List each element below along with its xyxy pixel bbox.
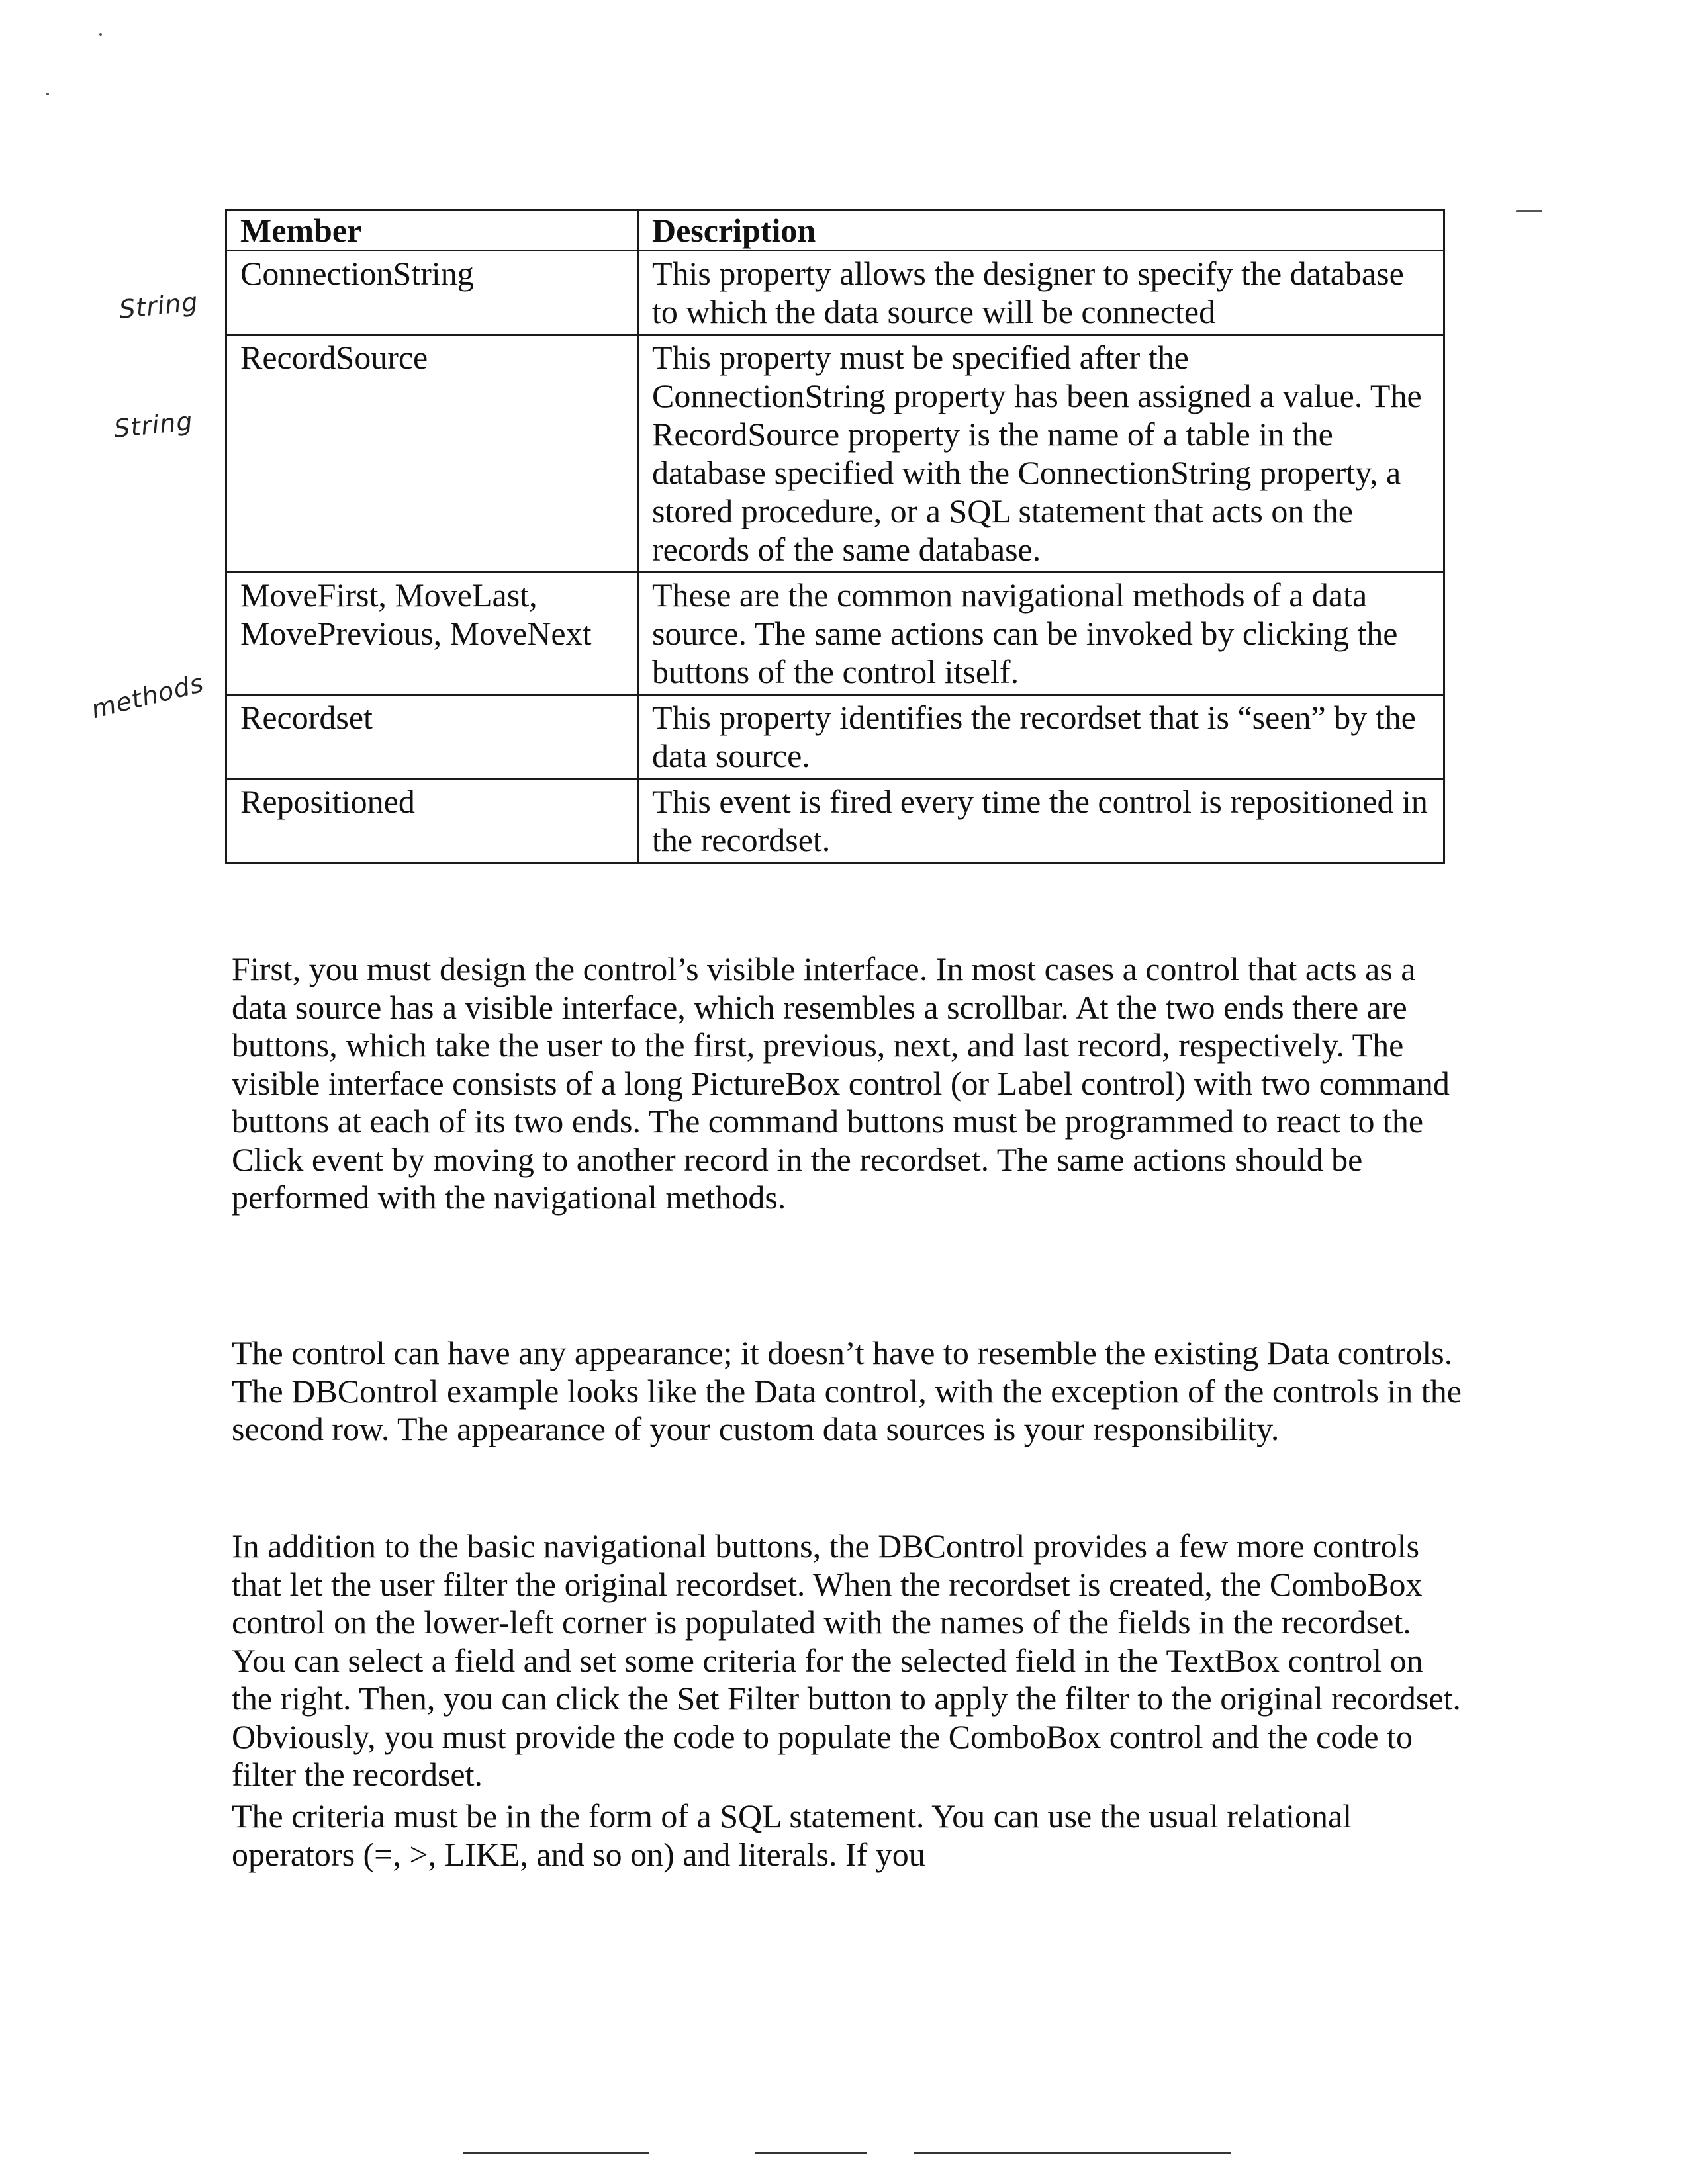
table-row bbox=[226, 572, 1444, 695]
column-header-description: Description bbox=[638, 210, 1444, 251]
table-row bbox=[226, 779, 1444, 863]
handwritten-note-string-2: String bbox=[113, 406, 195, 444]
scan-speck bbox=[46, 93, 49, 95]
table-row bbox=[226, 251, 1444, 335]
footer-rule bbox=[463, 2152, 649, 2154]
footer-rule bbox=[755, 2152, 867, 2154]
table-header-row bbox=[226, 210, 1444, 251]
body-paragraph: In addition to the basic navigational buttons, the DBControl provides a few more controls that let the user filter the original recordset. When the recordset is created, the ComboBox control on the lower-left corner is populated with the names of the fields in the recordset. You can select a field and set some criteria for the selected field in the TextBox control on the right. Then, you can click the Set Filter button to apply the filter to the original recordset. Obviously, you must provide the code to populate the ComboBox control and the code to filter the recordset. bbox=[232, 1527, 1461, 1793]
description-cell: This event is fired every time the control is repositioned in the recordset. bbox=[638, 779, 1444, 863]
scan-speck bbox=[99, 33, 102, 36]
member-cell: RecordSource bbox=[226, 335, 638, 572]
table-row bbox=[226, 695, 1444, 779]
member-cell: ConnectionString bbox=[226, 251, 638, 335]
description-cell: These are the common navigational methods of a data source. The same actions can be invoked by clicking the buttons of the control itself. bbox=[638, 572, 1444, 695]
members-table bbox=[225, 209, 1445, 864]
description-cell: This property allows the designer to specify the database to which the data source will be connected bbox=[638, 251, 1444, 335]
member-cell: Repositioned bbox=[226, 779, 638, 863]
footer-rule bbox=[914, 2152, 1231, 2154]
body-paragraph: The criteria must be in the form of a SQL statement. You can use the usual relational operators (=, >, LIKE, and so on) and literals. If you bbox=[232, 1797, 1352, 1873]
body-paragraph: The control can have any appearance; it doesn’t have to resemble the existing Data controls. The DBControl example looks like the Data control, with the exception of the controls in the second row. The appearance of your custom data sources is your responsibility. bbox=[232, 1334, 1462, 1447]
table-row bbox=[226, 335, 1444, 572]
column-header-member: Member bbox=[226, 210, 638, 251]
handwritten-note-methods: methods bbox=[88, 668, 207, 725]
member-cell: Recordset bbox=[226, 695, 638, 779]
description-cell: This property must be specified after the ConnectionString property has been assigned a value. The RecordSource property is the name of a table in the database specified with the ConnectionString property, a stored procedure, or a SQL statement that acts on the records of the same database. bbox=[638, 335, 1444, 572]
member-cell: MoveFirst, MoveLast, MovePrevious, MoveNext bbox=[226, 572, 638, 695]
body-paragraph: First, you must design the control’s visible interface. In most cases a control that acts as a data source has a visible interface, which resembles a scrollbar. At the two ends there are buttons, which take the user to the first, previous, next, and last record, respectively. The visible interface consists of a long PictureBox control (or Label control) with two command buttons at each of its two ends. The command buttons must be programmed to react to the Click event by moving to another record in the recordset. The same actions should be performed with the navigational methods. bbox=[232, 950, 1450, 1216]
scan-speck bbox=[1516, 210, 1542, 212]
handwritten-note-string-1: String bbox=[118, 287, 200, 325]
description-cell: This property identifies the recordset that is “seen” by the data source. bbox=[638, 695, 1444, 779]
